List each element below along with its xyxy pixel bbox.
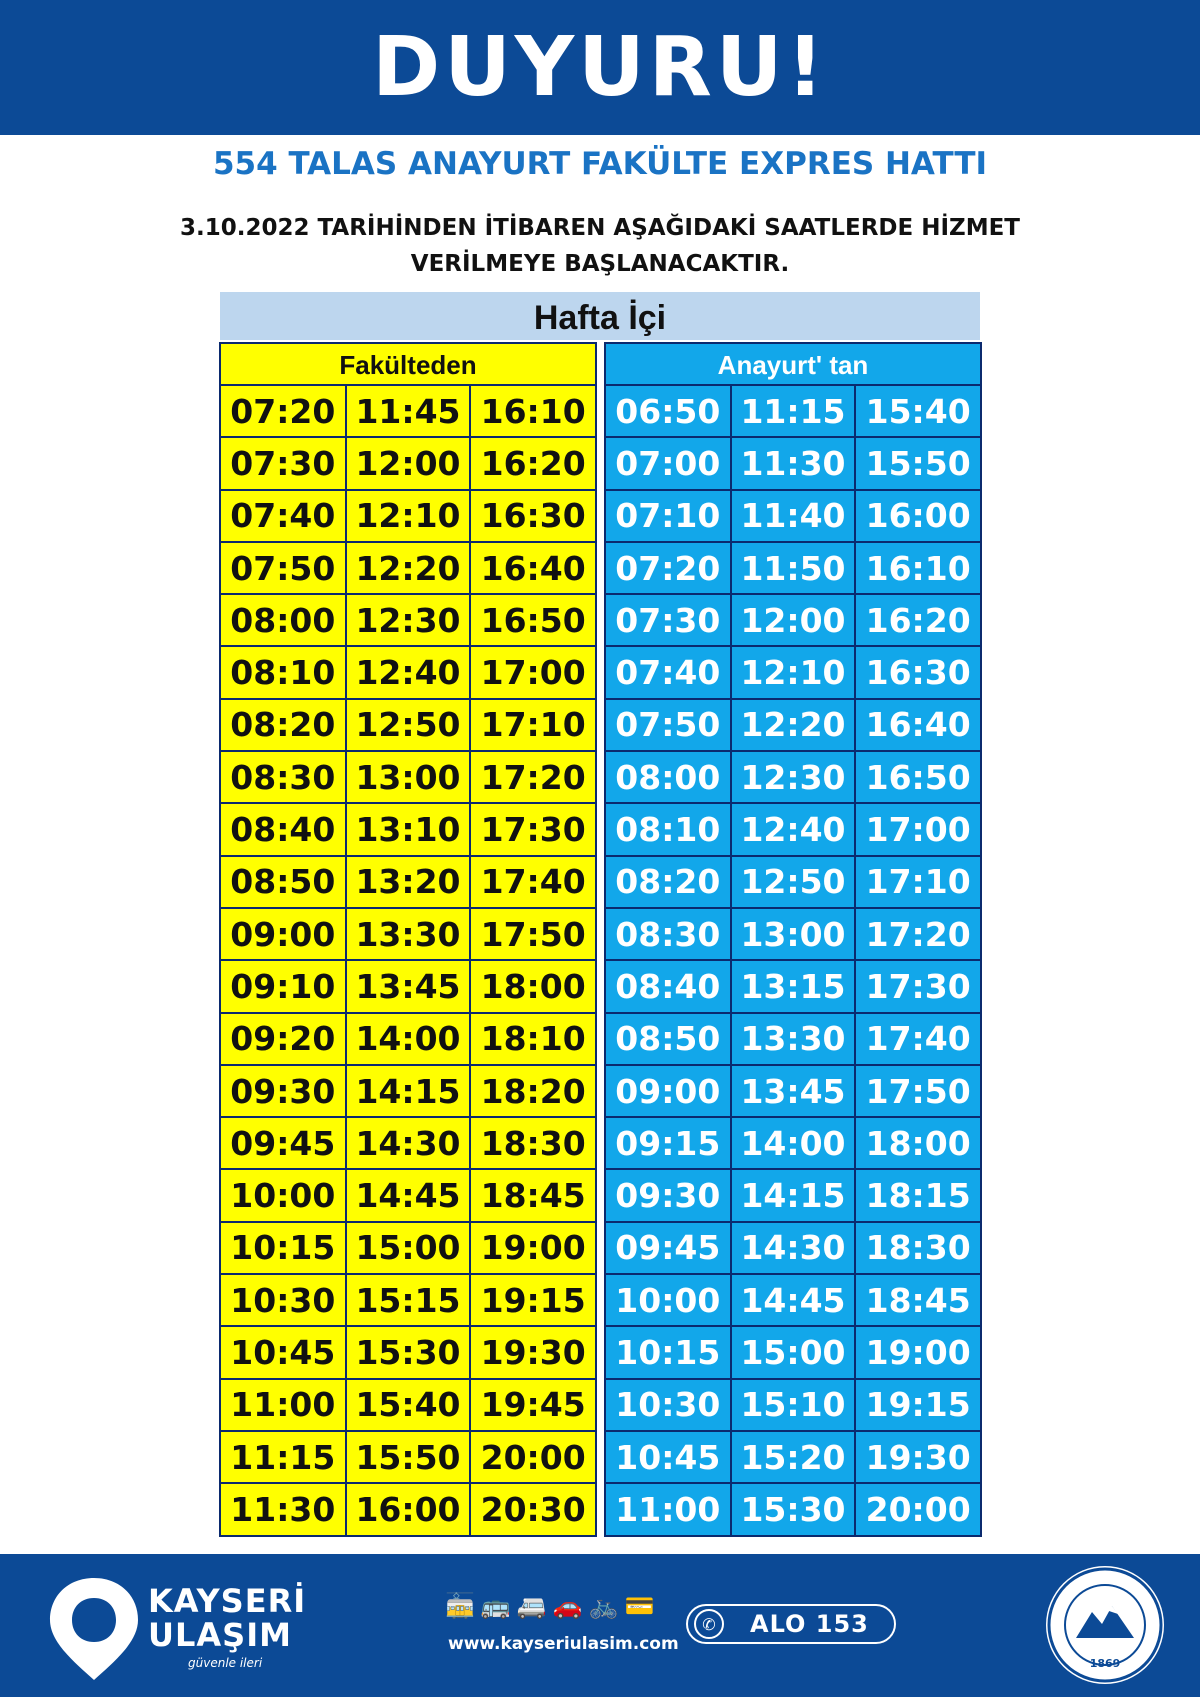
faculty-time-cell: 12:20 (346, 542, 471, 594)
faculty-time-cell: 08:40 (221, 803, 346, 855)
faculty-time-cell: 17:40 (470, 856, 595, 908)
faculty-time-cell: 15:00 (346, 1222, 471, 1274)
seal-year: 1869 (1089, 1657, 1121, 1670)
anayurt-time-cell: 07:50 (606, 699, 731, 751)
anayurt-time-cell: 08:40 (606, 960, 731, 1012)
notice-line-1: 3.10.2022 TARİHİNDEN İTİBAREN AŞAĞIDAKİ SAATLERDE HİZMET (179, 215, 1021, 241)
anayurt-time-cell: 09:45 (606, 1222, 731, 1274)
faculty-time-cell: 17:50 (470, 908, 595, 960)
faculty-row (221, 856, 595, 908)
anayurt-time-cell: 18:45 (855, 1274, 980, 1326)
kayseri-ulasim-logo-icon (44, 1574, 144, 1684)
anayurt-time-cell: 12:00 (731, 594, 856, 646)
faculty-time-cell: 12:10 (346, 490, 471, 542)
anayurt-row (606, 856, 980, 908)
anayurt-time-cell: 09:30 (606, 1169, 731, 1221)
faculty-time-cell: 15:30 (346, 1326, 471, 1378)
faculty-row (221, 803, 595, 855)
faculty-time-cell: 12:00 (346, 437, 471, 489)
anayurt-time-cell: 13:45 (731, 1065, 856, 1117)
anayurt-schedule (604, 342, 982, 1537)
faculty-time-cell: 17:20 (470, 751, 595, 803)
faculty-time-cell: 15:50 (346, 1431, 471, 1483)
anayurt-row (606, 542, 980, 594)
anayurt-row (606, 699, 980, 751)
faculty-time-cell: 16:00 (346, 1483, 471, 1534)
anayurt-time-cell: 13:30 (731, 1013, 856, 1065)
anayurt-time-cell: 13:00 (731, 908, 856, 960)
faculty-time-cell: 19:15 (470, 1274, 595, 1326)
faculty-time-cell: 18:30 (470, 1117, 595, 1169)
anayurt-time-cell: 16:50 (855, 751, 980, 803)
faculty-time-cell: 16:50 (470, 594, 595, 646)
faculty-time-cell: 15:15 (346, 1274, 471, 1326)
faculty-time-cell: 16:20 (470, 437, 595, 489)
faculty-row (221, 1326, 595, 1378)
footer (0, 1554, 1200, 1697)
anayurt-time-cell: 15:40 (855, 386, 980, 437)
anayurt-time-cell: 19:30 (855, 1431, 980, 1483)
anayurt-time-cell: 08:30 (606, 908, 731, 960)
faculty-time-cell: 07:20 (221, 386, 346, 437)
anayurt-time-cell: 08:10 (606, 803, 731, 855)
faculty-schedule-table (221, 386, 595, 1535)
faculty-time-cell: 10:15 (221, 1222, 346, 1274)
anayurt-row (606, 1013, 980, 1065)
notice-text (150, 210, 1050, 282)
anayurt-row (606, 1169, 980, 1221)
faculty-time-cell: 13:00 (346, 751, 471, 803)
anayurt-time-cell: 07:10 (606, 490, 731, 542)
faculty-row (221, 699, 595, 751)
brand-tagline: güvenle ileri (188, 1656, 263, 1670)
anayurt-time-cell: 16:40 (855, 699, 980, 751)
anayurt-time-cell: 17:50 (855, 1065, 980, 1117)
phone-icon: ✆ (694, 1609, 724, 1639)
faculty-time-cell: 16:30 (470, 490, 595, 542)
anayurt-row (606, 1065, 980, 1117)
anayurt-time-cell: 10:00 (606, 1274, 731, 1326)
anayurt-time-cell: 17:10 (855, 856, 980, 908)
faculty-schedule-header: Fakülteden (221, 344, 595, 386)
brand-name (148, 1584, 306, 1670)
anayurt-time-cell: 06:50 (606, 386, 731, 437)
faculty-row (221, 386, 595, 437)
anayurt-time-cell: 16:30 (855, 646, 980, 698)
anayurt-time-cell: 13:15 (731, 960, 856, 1012)
anayurt-time-cell: 11:15 (731, 386, 856, 437)
anayurt-row (606, 1117, 980, 1169)
faculty-time-cell: 13:45 (346, 960, 471, 1012)
faculty-time-cell: 07:30 (221, 437, 346, 489)
anayurt-schedule-header: Anayurt' tan (606, 344, 980, 386)
anayurt-row (606, 1274, 980, 1326)
faculty-time-cell: 09:10 (221, 960, 346, 1012)
anayurt-time-cell: 12:40 (731, 803, 856, 855)
anayurt-time-cell: 15:00 (731, 1326, 856, 1378)
faculty-time-cell: 08:50 (221, 856, 346, 908)
faculty-time-cell: 12:40 (346, 646, 471, 698)
faculty-time-cell: 11:00 (221, 1379, 346, 1431)
faculty-time-cell: 07:50 (221, 542, 346, 594)
anayurt-schedule-table (606, 386, 980, 1535)
faculty-row (221, 1274, 595, 1326)
faculty-time-cell: 12:30 (346, 594, 471, 646)
faculty-row (221, 1013, 595, 1065)
faculty-time-cell: 08:10 (221, 646, 346, 698)
faculty-row (221, 542, 595, 594)
faculty-time-cell: 19:30 (470, 1326, 595, 1378)
anayurt-time-cell: 09:15 (606, 1117, 731, 1169)
anayurt-time-cell: 14:00 (731, 1117, 856, 1169)
faculty-time-cell: 10:00 (221, 1169, 346, 1221)
anayurt-time-cell: 17:00 (855, 803, 980, 855)
anayurt-time-cell: 18:00 (855, 1117, 980, 1169)
brand-line-2: ULAŞIM (148, 1616, 292, 1654)
anayurt-time-cell: 19:15 (855, 1379, 980, 1431)
anayurt-time-cell: 07:20 (606, 542, 731, 594)
faculty-row (221, 646, 595, 698)
faculty-time-cell: 17:00 (470, 646, 595, 698)
anayurt-row (606, 1222, 980, 1274)
anayurt-time-cell: 08:20 (606, 856, 731, 908)
faculty-time-cell: 13:10 (346, 803, 471, 855)
faculty-time-cell: 11:15 (221, 1431, 346, 1483)
anayurt-row (606, 960, 980, 1012)
faculty-row (221, 1222, 595, 1274)
faculty-time-cell: 13:20 (346, 856, 471, 908)
anayurt-time-cell: 19:00 (855, 1326, 980, 1378)
anayurt-row (606, 751, 980, 803)
card-icon: 💳 (624, 1592, 655, 1620)
brand-line-1: KAYSERİ (148, 1582, 307, 1620)
faculty-time-cell: 18:00 (470, 960, 595, 1012)
faculty-time-cell: 08:00 (221, 594, 346, 646)
anayurt-time-cell: 15:50 (855, 437, 980, 489)
notice-line-2: VERİLMEYE BAŞLANACAKTIR. (410, 251, 790, 277)
anayurt-time-cell: 11:50 (731, 542, 856, 594)
anayurt-time-cell: 09:00 (606, 1065, 731, 1117)
anayurt-time-cell: 18:30 (855, 1222, 980, 1274)
anayurt-row (606, 908, 980, 960)
faculty-time-cell: 09:20 (221, 1013, 346, 1065)
faculty-time-cell: 10:45 (221, 1326, 346, 1378)
anayurt-time-cell: 16:10 (855, 542, 980, 594)
faculty-time-cell: 18:10 (470, 1013, 595, 1065)
anayurt-row (606, 646, 980, 698)
anayurt-time-cell: 07:30 (606, 594, 731, 646)
anayurt-row (606, 1431, 980, 1483)
header-banner (0, 0, 1200, 135)
faculty-time-cell: 11:45 (346, 386, 471, 437)
bicycle-icon: 🚲 (588, 1592, 619, 1620)
period-label: Hafta İçi (220, 292, 980, 340)
anayurt-time-cell: 10:15 (606, 1326, 731, 1378)
anayurt-time-cell: 15:20 (731, 1431, 856, 1483)
municipality-seal (1046, 1566, 1164, 1684)
faculty-time-cell: 14:15 (346, 1065, 471, 1117)
anayurt-time-cell: 10:30 (606, 1379, 731, 1431)
anayurt-row (606, 386, 980, 437)
faculty-row (221, 490, 595, 542)
faculty-row (221, 751, 595, 803)
faculty-row (221, 1379, 595, 1431)
anayurt-time-cell: 10:45 (606, 1431, 731, 1483)
faculty-time-cell: 07:40 (221, 490, 346, 542)
faculty-row (221, 437, 595, 489)
faculty-time-cell: 14:45 (346, 1169, 471, 1221)
faculty-time-cell: 09:45 (221, 1117, 346, 1169)
faculty-row (221, 908, 595, 960)
anayurt-time-cell: 12:10 (731, 646, 856, 698)
anayurt-row (606, 490, 980, 542)
parking-car-icon: 🚗 (552, 1592, 583, 1620)
anayurt-time-cell: 07:00 (606, 437, 731, 489)
anayurt-time-cell: 08:00 (606, 751, 731, 803)
faculty-time-cell: 20:30 (470, 1483, 595, 1534)
faculty-time-cell: 09:30 (221, 1065, 346, 1117)
anayurt-time-cell: 15:10 (731, 1379, 856, 1431)
faculty-time-cell: 14:00 (346, 1013, 471, 1065)
anayurt-time-cell: 15:30 (731, 1483, 856, 1534)
faculty-row (221, 594, 595, 646)
faculty-time-cell: 08:30 (221, 751, 346, 803)
anayurt-time-cell: 12:20 (731, 699, 856, 751)
faculty-row (221, 1117, 595, 1169)
hotline-number: ALO 153 (750, 1610, 869, 1638)
anayurt-time-cell: 08:50 (606, 1013, 731, 1065)
faculty-time-cell: 09:00 (221, 908, 346, 960)
faculty-time-cell: 16:40 (470, 542, 595, 594)
page-title: DUYURU! (372, 20, 828, 115)
faculty-time-cell: 08:20 (221, 699, 346, 751)
anayurt-time-cell: 17:40 (855, 1013, 980, 1065)
faculty-time-cell: 13:30 (346, 908, 471, 960)
anayurt-row (606, 803, 980, 855)
faculty-time-cell: 17:10 (470, 699, 595, 751)
anayurt-row (606, 1326, 980, 1378)
transport-icons (445, 1592, 654, 1620)
faculty-row (221, 1483, 595, 1534)
hotline-badge[interactable] (686, 1604, 896, 1644)
anayurt-time-cell: 11:00 (606, 1483, 731, 1534)
faculty-time-cell: 19:00 (470, 1222, 595, 1274)
faculty-time-cell: 18:45 (470, 1169, 595, 1221)
faculty-time-cell: 12:50 (346, 699, 471, 751)
faculty-row (221, 960, 595, 1012)
faculty-time-cell: 18:20 (470, 1065, 595, 1117)
faculty-time-cell: 11:30 (221, 1483, 346, 1534)
faculty-time-cell: 20:00 (470, 1431, 595, 1483)
anayurt-row (606, 1379, 980, 1431)
faculty-time-cell: 19:45 (470, 1379, 595, 1431)
anayurt-time-cell: 17:30 (855, 960, 980, 1012)
anayurt-time-cell: 20:00 (855, 1483, 980, 1534)
faculty-time-cell: 16:10 (470, 386, 595, 437)
faculty-time-cell: 15:40 (346, 1379, 471, 1431)
anayurt-time-cell: 07:40 (606, 646, 731, 698)
faculty-row (221, 1431, 595, 1483)
website-link[interactable]: www.kayseriulasim.com (448, 1634, 679, 1654)
tram-icon: 🚋 (445, 1592, 475, 1620)
anayurt-time-cell: 18:15 (855, 1169, 980, 1221)
minibus-icon: 🚐 (516, 1592, 547, 1620)
faculty-row (221, 1065, 595, 1117)
anayurt-time-cell: 11:30 (731, 437, 856, 489)
faculty-row (221, 1169, 595, 1221)
anayurt-time-cell: 12:30 (731, 751, 856, 803)
anayurt-row (606, 437, 980, 489)
faculty-schedule (219, 342, 597, 1537)
anayurt-time-cell: 14:15 (731, 1169, 856, 1221)
faculty-time-cell: 17:30 (470, 803, 595, 855)
anayurt-row (606, 594, 980, 646)
anayurt-row (606, 1483, 980, 1534)
anayurt-time-cell: 16:20 (855, 594, 980, 646)
anayurt-time-cell: 12:50 (731, 856, 856, 908)
faculty-time-cell: 10:30 (221, 1274, 346, 1326)
line-title: 554 TALAS ANAYURT FAKÜLTE EXPRES HATTI (212, 146, 988, 182)
bus-icon: 🚌 (480, 1592, 511, 1620)
anayurt-time-cell: 14:45 (731, 1274, 856, 1326)
faculty-time-cell: 14:30 (346, 1117, 471, 1169)
anayurt-time-cell: 16:00 (855, 490, 980, 542)
anayurt-time-cell: 17:20 (855, 908, 980, 960)
anayurt-time-cell: 11:40 (731, 490, 856, 542)
anayurt-time-cell: 14:30 (731, 1222, 856, 1274)
